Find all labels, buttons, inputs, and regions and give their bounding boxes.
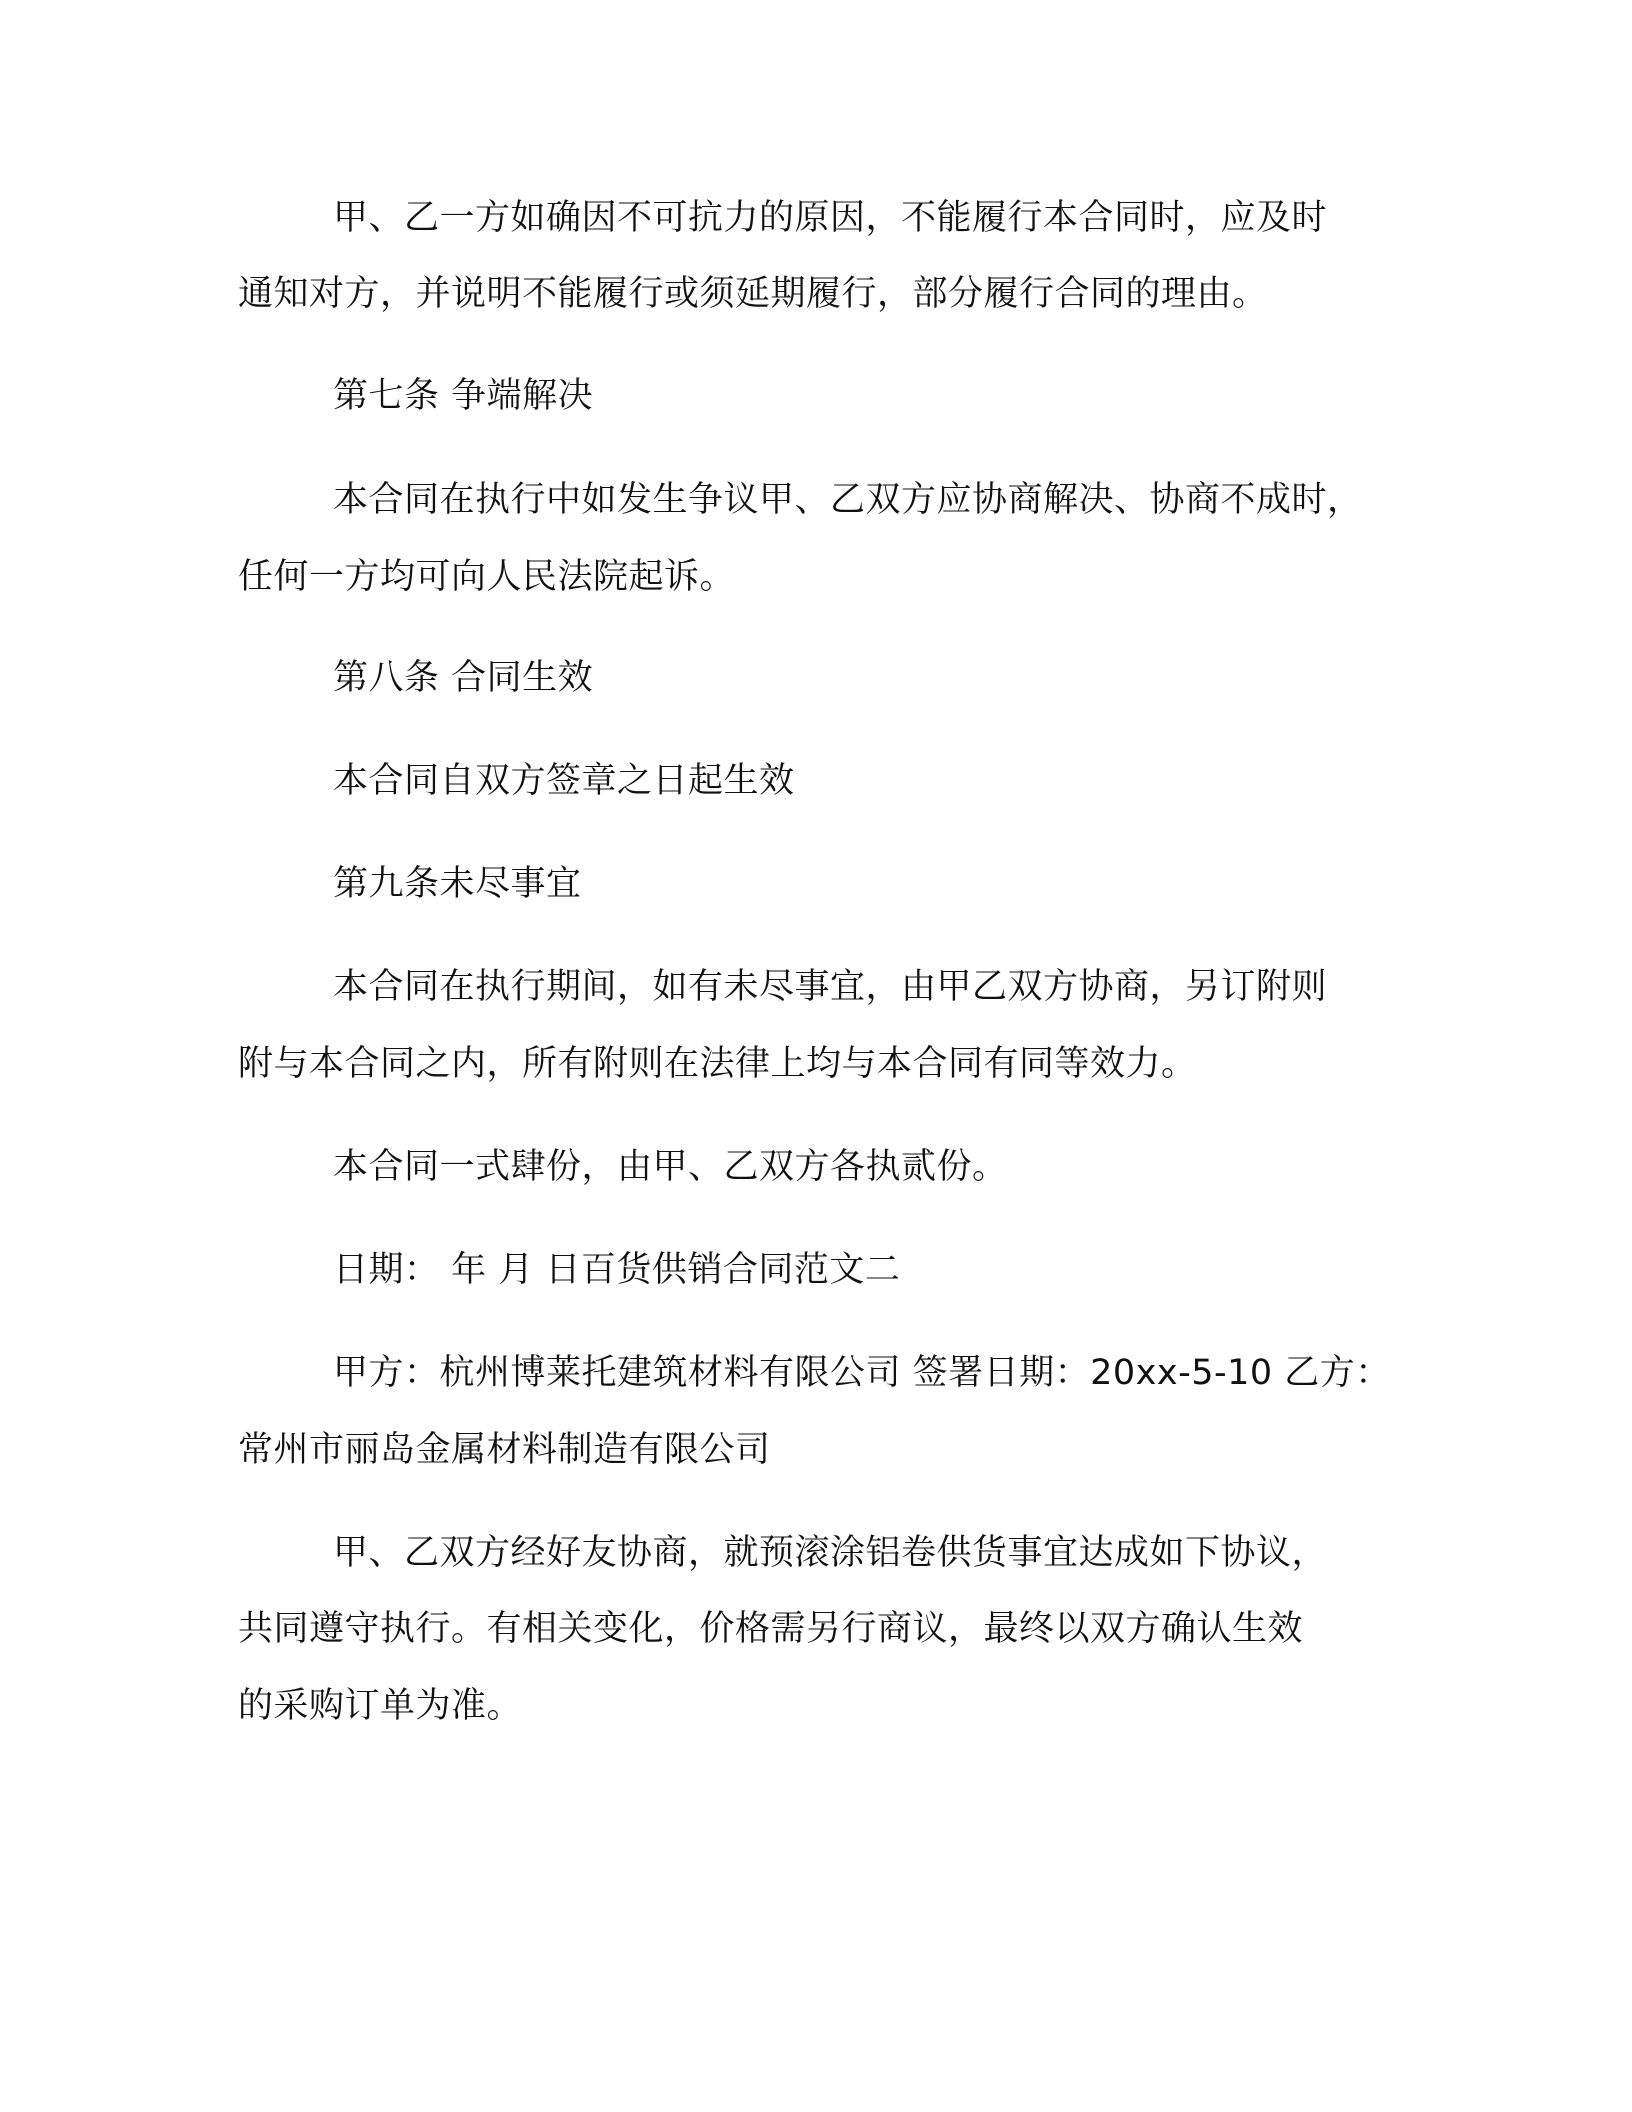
section-heading: 第九条未尽事宜	[333, 864, 582, 904]
paragraph-line: 甲、乙一方如确因不可抗力的原因，不能履行本合同时，应及时	[333, 198, 1328, 238]
paragraph-line: 本合同在执行期间，如有未尽事宜，由甲乙双方协商，另订附则	[333, 967, 1328, 1007]
paragraph-line: 常州市丽岛金属材料制造有限公司	[238, 1430, 771, 1470]
paragraph-line: 任何一方均可向人民法院起诉。	[238, 557, 736, 597]
paragraph-line: 的采购订单为准。	[238, 1686, 523, 1726]
section-heading: 第七条 争端解决	[333, 376, 594, 416]
paragraph-line: 通知对方，并说明不能履行或须延期履行，部分履行合同的理由。	[238, 274, 1268, 314]
paragraph-line: 本合同一式肆份，由甲、乙双方各执贰份。	[333, 1147, 1008, 1187]
paragraph-line: 甲、乙双方经好友协商，就预滚涂铝卷供货事宜达成如下协议，	[333, 1533, 1328, 1573]
paragraph-line: 本合同自双方签章之日起生效	[333, 761, 795, 801]
date-title-line: 日期： 年 月 日百货供销合同范文二	[333, 1250, 901, 1290]
paragraph-line: 附与本合同之内，所有附则在法律上均与本合同有同等效力。	[238, 1044, 1197, 1084]
paragraph-line: 共同遵守执行。有相关变化，价格需另行商议，最终以双方确认生效	[238, 1609, 1304, 1649]
paragraph-line: 本合同在执行中如发生争议甲、乙双方应协商解决、协商不成时，	[333, 480, 1363, 520]
paragraph-line: 甲方：杭州博莱托建筑材料有限公司 签署日期：20xx-5-10 乙方：	[333, 1353, 1391, 1393]
section-heading: 第八条 合同生效	[333, 658, 594, 698]
